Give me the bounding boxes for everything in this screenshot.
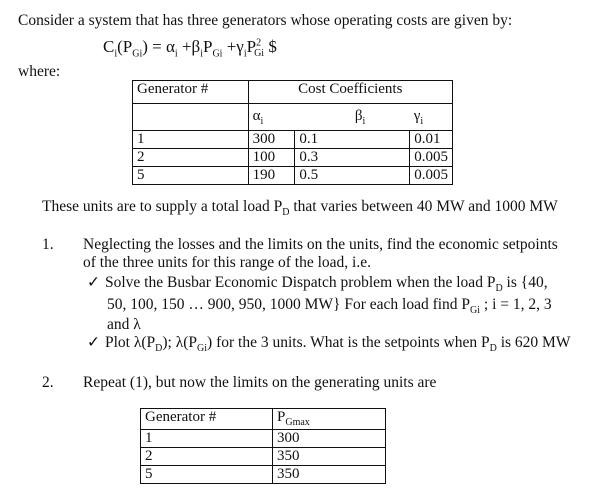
f-p: P (122, 37, 133, 56)
table-row: 2 100 0.3 0.005 (133, 149, 453, 167)
f-c: C (103, 37, 115, 56)
f-unit: $ (264, 37, 277, 56)
h-alpha: $\alpha_i$ (248, 104, 295, 131)
intro-text: Consider a system that has three generators whose operating costs are given by: (18, 12, 513, 29)
table-row: 2 350 (141, 448, 386, 466)
h-gen: Generator # (133, 81, 249, 104)
q1-bullet2: ✓ Plot $\lambda(P_D)$; $\lambda(P_{Gi})$ for the 3 units. What is the setpoints when $P_D$ is 620 MW (87, 334, 571, 355)
h-gen: Generator # (141, 409, 273, 430)
f-g: +γ (222, 37, 244, 56)
q1-number: 1. (42, 236, 54, 253)
blank (133, 104, 249, 131)
table-row: 5 190 0.5 0.005 (133, 167, 453, 185)
f-sub: Gi (212, 48, 223, 60)
cost-formula: $C_i(P_{Gi}) = \alpha_i +\beta_iP_{Gi} +\gamma_iP^2_{Gi}$ $ (103, 37, 277, 60)
f-sub: Gi (132, 48, 143, 60)
check-icon: ✓ (87, 334, 100, 351)
q2-text: Repeat (1), but now the limits on the generating units are (83, 374, 437, 391)
q1-line2: of the three units for this range of the load, i.e. (83, 254, 371, 271)
h-beta: $\beta_i$ (354, 108, 366, 127)
h-gamma: $\gamma_i$ (410, 104, 453, 131)
f-sub: i (114, 48, 118, 60)
check-icon: ✓ (87, 274, 100, 291)
table-row: 5 350 (141, 466, 386, 484)
h-cost: Cost Coefficients (248, 81, 452, 104)
f-sub: i (200, 48, 203, 60)
f-p: P (246, 37, 257, 56)
f-sub: Gi (254, 48, 265, 60)
q1-bullet1-cont: 50, 100, 150 … 900, 950, 1000 MW} For each load find $P_{Gi}$ ; i = 1, 2, 3 (107, 296, 552, 317)
f-sup: 2 (256, 37, 262, 49)
cost-table (132, 80, 453, 185)
load-text: These units are to supply a total load $P_D$ that varies between 40 MW and 1000 MW (42, 198, 558, 219)
limits-table (140, 408, 386, 484)
q1-line1: Neglecting the losses and the limits on the units, find the economic setpoints (83, 236, 558, 253)
q1-bullet1: ✓ Solve the Busbar Economic Dispatch problem when the load $P_D$ is {40, (87, 274, 548, 295)
f-p: P (202, 37, 213, 56)
h-pgmax: $P_{Gmax}$ (273, 409, 386, 430)
table-row: 1 300 (141, 430, 386, 448)
f-eq: ) = α (142, 37, 175, 56)
q1-bullet1-and: and λ (107, 316, 141, 333)
f-b: +β (177, 37, 201, 56)
f-sub: i (174, 48, 178, 60)
f-sub: i (243, 48, 247, 60)
where-label: where: (18, 63, 61, 80)
q2-number: 2. (42, 374, 54, 391)
table-row: 1 300 0.1 0.01 (133, 131, 453, 149)
